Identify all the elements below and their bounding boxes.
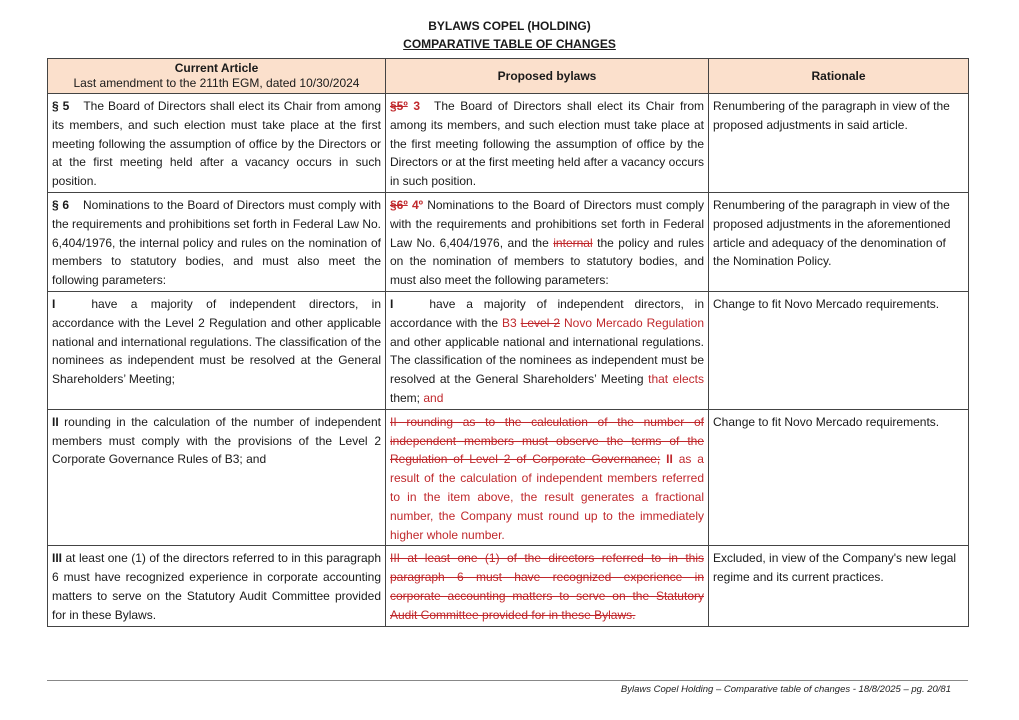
deleted-text: III at least one (1) of the directors referred to in this paragraph 6 must have recognized experience in corporate accounting matters to serve on the Statutory Audit Committee provided for in these Bylaws. bbox=[390, 551, 704, 622]
column-header-current bbox=[48, 59, 386, 94]
proposed-text: have a majority of independent directors, in accordance with the bbox=[390, 296, 704, 330]
inserted-mark: 3 bbox=[413, 99, 420, 113]
deleted-text: Level 2 bbox=[520, 315, 561, 330]
item-mark: I bbox=[52, 296, 56, 311]
deleted-mark: §5º bbox=[390, 99, 408, 113]
proposed-cell bbox=[386, 546, 709, 626]
inserted-text: and bbox=[423, 390, 444, 405]
inserted-text: B3 bbox=[502, 315, 517, 330]
deleted-mark: §6º bbox=[390, 197, 408, 212]
inserted-text: Novo Mercado Regulation bbox=[564, 315, 705, 330]
rationale-cell: Change to fit Novo Mercado requirements. bbox=[709, 291, 969, 409]
proposed-cell bbox=[386, 94, 709, 193]
table-row bbox=[48, 192, 969, 291]
proposed-cell bbox=[386, 409, 709, 546]
deleted-text: internal bbox=[553, 235, 593, 250]
deleted-text: II rounding as to the calculation of the number of independent members must observe the terms of the Regulation of Level 2 of Corporate Governance; bbox=[390, 414, 704, 467]
proposed-text: Nominations to the Board of Directors must comply with the requirements and prohibitions set forth in Federal Law No. 6,404/1976, and the bbox=[390, 197, 704, 250]
item-mark: I bbox=[390, 296, 394, 311]
column-header-rationale: Rationale bbox=[709, 59, 969, 94]
current-cell bbox=[48, 546, 386, 626]
table-row bbox=[48, 409, 969, 546]
current-text: at least one (1) of the directors referred to in this paragraph 6 must have recognized experience in corporate accounting matters to serve on the Statutory Audit Committee provided for in these Bylaws. bbox=[52, 551, 381, 622]
column-header-proposed: Proposed bylaws bbox=[386, 59, 709, 94]
proposed-text: the policy and rules on the nomination of members to statutory bodies, and must also meet the following parameters: bbox=[390, 235, 704, 288]
inserted-mark: II bbox=[666, 452, 673, 467]
page-footer: Bylaws Copel Holding – Comparative table of changes - 18/8/2025 – pg. 20/81 bbox=[620, 684, 951, 695]
current-text: rounding in the calculation of the number of independent members must comply with the provisions of the Level 2 Corporate Governance Rules of B3; and bbox=[52, 414, 381, 467]
document-title: BYLAWS COPEL (HOLDING) bbox=[428, 19, 591, 33]
table-row bbox=[48, 291, 969, 409]
comparison-table bbox=[47, 58, 969, 627]
paragraph-mark: § 6 bbox=[52, 197, 69, 212]
table-header-row bbox=[48, 59, 969, 94]
inserted-mark: 4º bbox=[411, 197, 423, 212]
table-row bbox=[48, 546, 969, 626]
current-text: have a majority of independent directors, in accordance with the Level 2 Regulation and other applicable national and international regulations. The classification of the nominees as independent must be resolved at the General Shareholders’ Meeting; bbox=[52, 296, 381, 387]
rationale-cell: Change to fit Novo Mercado requirements. bbox=[709, 409, 969, 546]
item-mark: III bbox=[52, 551, 63, 566]
current-article-label: Current Article bbox=[174, 61, 259, 75]
proposed-cell bbox=[386, 192, 709, 291]
current-text: The Board of Directors shall elect its Chair from among its members, and such election must take place at the first meeting following the assumption of office by the Directors or at the first meeting held after a vacancy occurs in such position. bbox=[52, 99, 381, 189]
current-article-sublabel: Last amendment to the 211th EGM, dated 10/30/2024 bbox=[73, 76, 360, 90]
paragraph-mark: § 5 bbox=[52, 99, 70, 113]
item-mark: II bbox=[52, 414, 59, 429]
current-cell bbox=[48, 94, 386, 193]
proposed-text: and other applicable national and international regulations. The classification of the nominees as independent must be resolved at the General Shareholders’ Meeting bbox=[390, 334, 704, 387]
proposed-text: them; bbox=[390, 390, 421, 405]
rationale-cell: Excluded, in view of the Company's new legal regime and its current practices. bbox=[709, 546, 969, 626]
inserted-text: as a result of the calculation of independent members referred to in the item above, the result generates a fractional number, the Company must round up to the immediately higher whole number. bbox=[390, 452, 704, 542]
current-cell bbox=[48, 409, 386, 546]
proposed-cell bbox=[386, 291, 709, 409]
rationale-cell: Renumbering of the paragraph in view of the proposed adjustments in the aforementioned article and adequacy of the denomination of the Nomination Policy. bbox=[709, 192, 969, 291]
table-row bbox=[48, 94, 969, 193]
footer-divider bbox=[47, 680, 968, 681]
document-subtitle: COMPARATIVE TABLE OF CHANGES bbox=[403, 37, 616, 51]
proposed-text: The Board of Directors shall elect its Chair from among its members, and such election must take place at the first meeting following the assumption of office by the Directors or at the first meeting held after a vacancy occurs in such position. bbox=[390, 99, 704, 189]
inserted-text: that elects bbox=[648, 372, 704, 387]
rationale-cell: Renumbering of the paragraph in view of the proposed adjustments in said article. bbox=[709, 94, 969, 193]
current-cell bbox=[48, 291, 386, 409]
current-cell bbox=[48, 192, 386, 291]
current-text: Nominations to the Board of Directors must comply with the requirements and prohibitions set forth in Federal Law No. 6,404/1976, the internal policy and rules on the nomination of members to statutory bodies, and must also meet the following parameters: bbox=[52, 197, 381, 288]
